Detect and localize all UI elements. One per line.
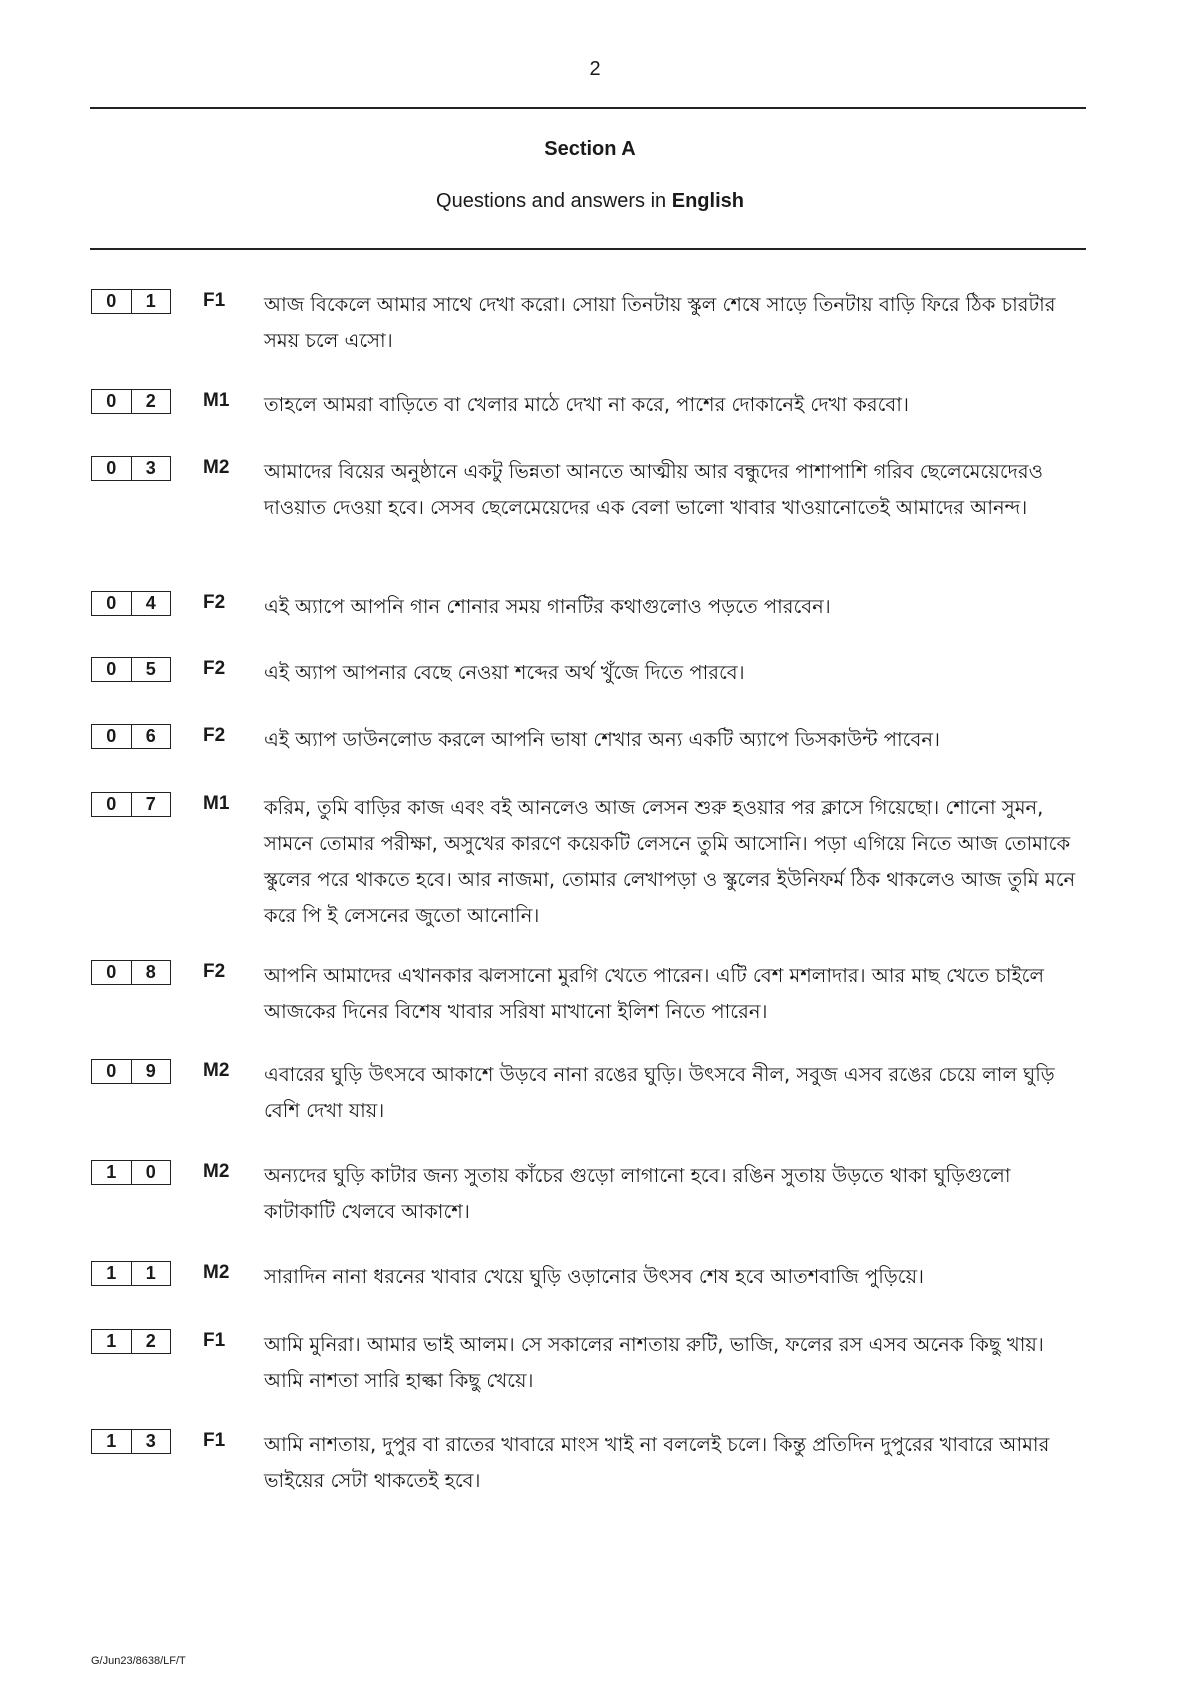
footer-code: G/Jun23/8638/LF/T [91, 1655, 186, 1667]
question-number-box [91, 724, 171, 749]
question-digit: 2 [131, 390, 171, 413]
question-digit: 0 [106, 291, 117, 311]
speaker-code: M2 [203, 457, 230, 478]
top-divider [90, 107, 1086, 109]
question-digit: 1 [106, 1331, 117, 1351]
speaker-code: F2 [203, 725, 226, 746]
question-number-box [91, 456, 171, 481]
question-digit: 0 [106, 1061, 117, 1081]
speaker-code: F1 [203, 1430, 226, 1451]
question-number-box [91, 1059, 171, 1084]
question-digit: 3 [131, 457, 171, 480]
question-digit: 5 [131, 658, 171, 681]
speaker-code: F1 [203, 1330, 226, 1351]
section-subtitle [0, 190, 1180, 213]
speaker-code: F2 [203, 658, 226, 679]
question-text: সারাদিন নানা ধরনের খাবার খেয়ে ঘুড়ি ওড়ানোর উৎসব শেষ হবে আতশবাজি পুড়িয়ে। [264, 1265, 925, 1288]
question-text: এই অ্যাপ ডাউনলোড করলে আপনি ভাষা শেখার অন্য একটি অ্যাপে ডিসকাউন্ট পাবেন। [264, 728, 940, 751]
question-digit: 3 [131, 1430, 171, 1453]
question-digit: 8 [131, 961, 171, 984]
question-digit: 6 [131, 725, 171, 748]
speaker-code: F2 [203, 592, 226, 613]
question-number-box [91, 389, 171, 414]
question-number-box [91, 591, 171, 616]
speaker-code: M2 [203, 1161, 230, 1182]
bottom-divider [90, 248, 1086, 250]
question-text: আমাদের বিয়ের অনুষ্ঠানে একটু ভিন্নতা আনতে আত্মীয় আর বন্ধুদের পাশাপাশি গরিব ছেলেমেয়েদেরও দাওয়াত দেওয়া হবে। সেসব ছেলেমেয়েদের এক বেলা ভালো খাবার খাওয়ানোতেই আমাদের আনন্দ। [264, 460, 1043, 519]
subtitle-language: English [671, 190, 744, 212]
question-number-box [91, 792, 171, 817]
question-digit: 0 [106, 593, 117, 613]
question-number-box [91, 289, 171, 314]
question-digit: 1 [106, 1431, 117, 1451]
question-number-box [91, 1160, 171, 1185]
question-text: আমি নাশতায়, দুপুর বা রাতের খাবারে মাংস খাই না বললেই চলে। কিন্তু প্রতিদিন দুপুরের খাবারে আমার ভাইয়ের সেটা থাকতেই হবে। [264, 1433, 1050, 1492]
question-digit: 0 [106, 726, 117, 746]
speaker-code: M1 [203, 390, 230, 411]
question-digit: 7 [131, 793, 171, 816]
speaker-code: M2 [203, 1262, 230, 1283]
question-number-box [91, 657, 171, 682]
page-number: 2 [589, 58, 601, 80]
speaker-code: F2 [203, 961, 226, 982]
question-text: এই অ্যাপে আপনি গান শোনার সময় গানটির কথাগুলোও পড়তে পারবেন। [264, 595, 831, 618]
speaker-code: M1 [203, 793, 230, 814]
question-text: আজ বিকেলে আমার সাথে দেখা করো। সোয়া তিনটায় স্কুল শেষে সাড়ে তিনটায় বাড়ি ফিরে ঠিক চারটার সময় চলে এসো। [264, 293, 1056, 352]
question-number-box [91, 1329, 171, 1354]
question-digit: 1 [131, 1262, 171, 1285]
question-text: করিম, তুমি বাড়ির কাজ এবং বই আনলেও আজ লেসন শুরু হওয়ার পর ক্লাসে গিয়েছো। শোনো সুমন, সামনে তোমার পরীক্ষা, অসুখের কারণে কয়েকটি লেসনে তুমি আসোনি। পড়া এগিয়ে নিতে আজ তোমাকে স্কুলের পরে থাকতে হবে। আর নাজমা, তোমার লেখাপড়া ও স্কুলের ইউনিফর্ম ঠিক থাকলেও আজ তুমি মনে করে পি ই লেসনের জুতো আনোনি। [264, 796, 1076, 927]
question-digit: 0 [106, 962, 117, 982]
question-digit: 2 [131, 1330, 171, 1353]
speaker-code: M2 [203, 1060, 230, 1081]
question-text: আমি মুনিরা। আমার ভাই আলম। সে সকালের নাশতায় রুটি, ভাজি, ফলের রস এসব অনেক কিছু খায়। আমি নাশতা সারি হাল্কা কিছু খেয়ে। [264, 1333, 1044, 1392]
question-digit: 9 [131, 1060, 171, 1083]
question-text: অন্যদের ঘুড়ি কাটার জন্য সুতায় কাঁচের গুড়ো লাগানো হবে। রঙিন সুতায় উড়তে থাকা ঘুড়িগুলো কাটাকাটি খেলবে আকাশে। [264, 1164, 1011, 1223]
question-number-box [91, 1429, 171, 1454]
question-digit: 0 [131, 1161, 171, 1184]
question-text: তাহলে আমরা বাড়িতে বা খেলার মাঠে দেখা না করে, পাশের দোকানেই দেখা করবো। [264, 393, 909, 416]
question-digit: 0 [106, 391, 117, 411]
section-title: Section A [544, 138, 636, 160]
question-digit: 1 [106, 1263, 117, 1283]
question-digit: 0 [106, 794, 117, 814]
question-digit: 1 [131, 290, 171, 313]
speaker-code: F1 [203, 290, 226, 311]
question-digit: 1 [106, 1162, 117, 1182]
question-digit: 0 [106, 659, 117, 679]
question-number-box [91, 1261, 171, 1286]
question-number-box [91, 960, 171, 985]
question-digit: 4 [131, 592, 171, 615]
question-text: এবারের ঘুড়ি উৎসবে আকাশে উড়বে নানা রঙের ঘুড়ি। উৎসবে নীল, সবুজ এসব রঙের চেয়ে লাল ঘুড়ি বেশি দেখা যায়। [264, 1063, 1055, 1122]
question-text: এই অ্যাপ আপনার বেছে নেওয়া শব্দের অর্থ খুঁজে দিতে পারবে। [264, 661, 745, 684]
subtitle-prefix: Questions and answers in [436, 190, 667, 212]
question-digit: 0 [106, 458, 117, 478]
question-text: আপনি আমাদের এখানকার ঝলসানো মুরগি খেতে পারেন। এটি বেশ মশলাদার। আর মাছ খেতে চাইলে আজকের দিনের বিশেষ খাবার সরিষা মাখানো ইলিশ নিতে পারেন। [264, 964, 1045, 1023]
